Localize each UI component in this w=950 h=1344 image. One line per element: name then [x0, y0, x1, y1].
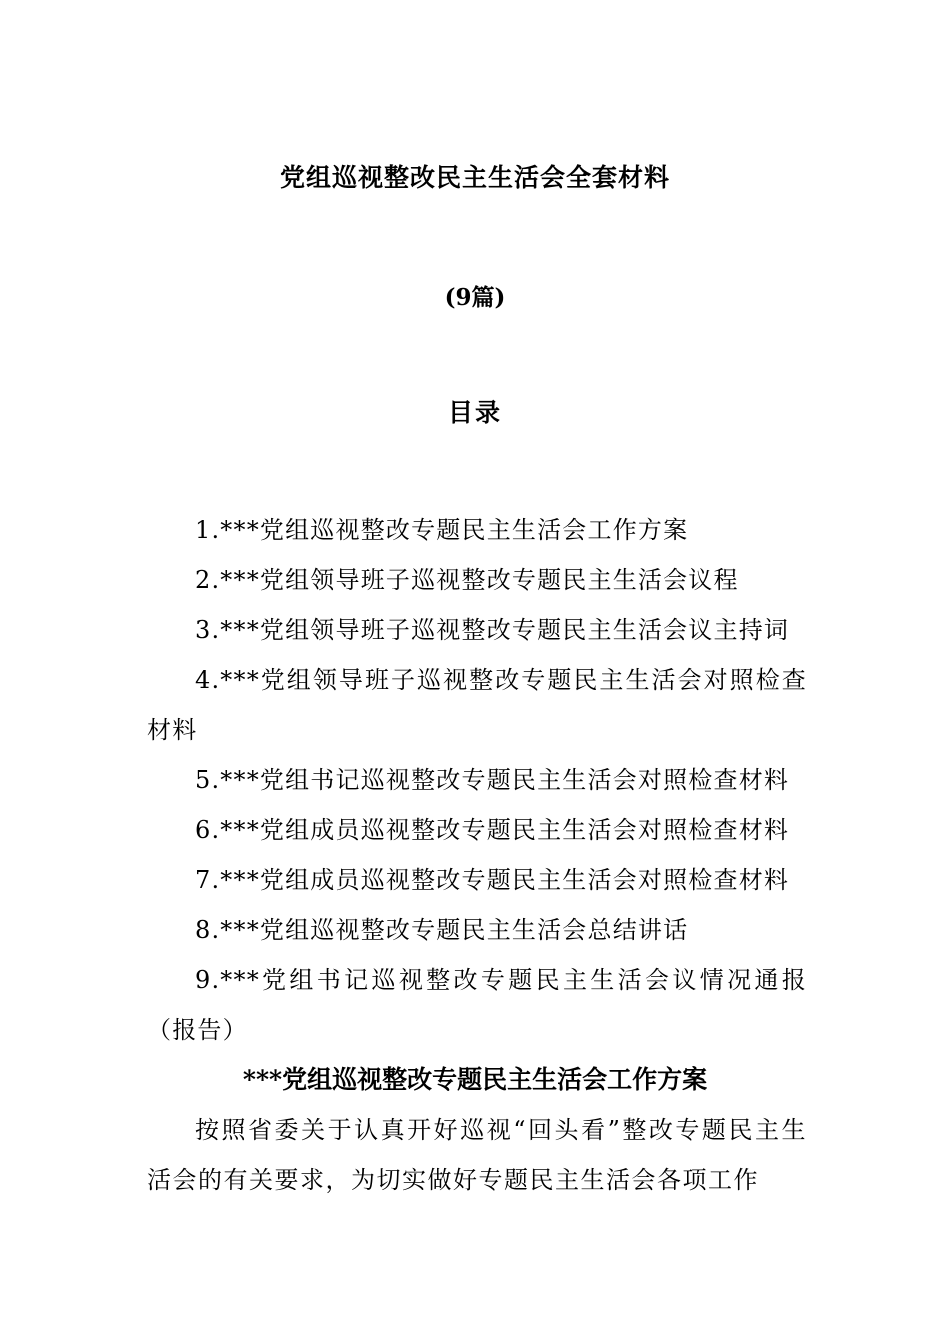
section-title: ***党组巡视整改专题民主生活会工作方案: [242, 1065, 708, 1094]
toc-item-2: 2.***党组领导班子巡视整改专题民主生活会议程: [195, 566, 739, 594]
toc-item-9: 9.***党组书记巡视整改专题民主生活会议情况通报（报告）: [147, 966, 807, 1044]
toc-item-3: 3.***党组领导班子巡视整改专题民主生活会议主持词: [195, 616, 790, 644]
toc-item-8: 8.***党组巡视整改专题民主生活会总结讲话: [195, 916, 689, 944]
toc-item-4: 4.***党组领导班子巡视整改专题民主生活会对照检查材料: [147, 666, 807, 744]
toc-item-6: 6.***党组成员巡视整改专题民主生活会对照检查材料: [195, 816, 790, 844]
table-of-contents: [147, 505, 807, 1055]
toc-heading: 目录: [447, 398, 502, 427]
toc-item-5: 5.***党组书记巡视整改专题民主生活会对照检查材料: [195, 766, 790, 794]
document-title: 党组巡视整改民主生活会全套材料: [279, 163, 670, 192]
body-paragraph: 按照省委关于认真开好巡视“回头看”整改专题民主生活会的有关要求，为切实做好专题民主生活会各项工作: [147, 1116, 807, 1194]
toc-item-7: 7.***党组成员巡视整改专题民主生活会对照检查材料: [195, 866, 790, 894]
document-subtitle: (9篇): [444, 284, 506, 311]
toc-item-1: 1.***党组巡视整改专题民主生活会工作方案: [195, 516, 689, 544]
